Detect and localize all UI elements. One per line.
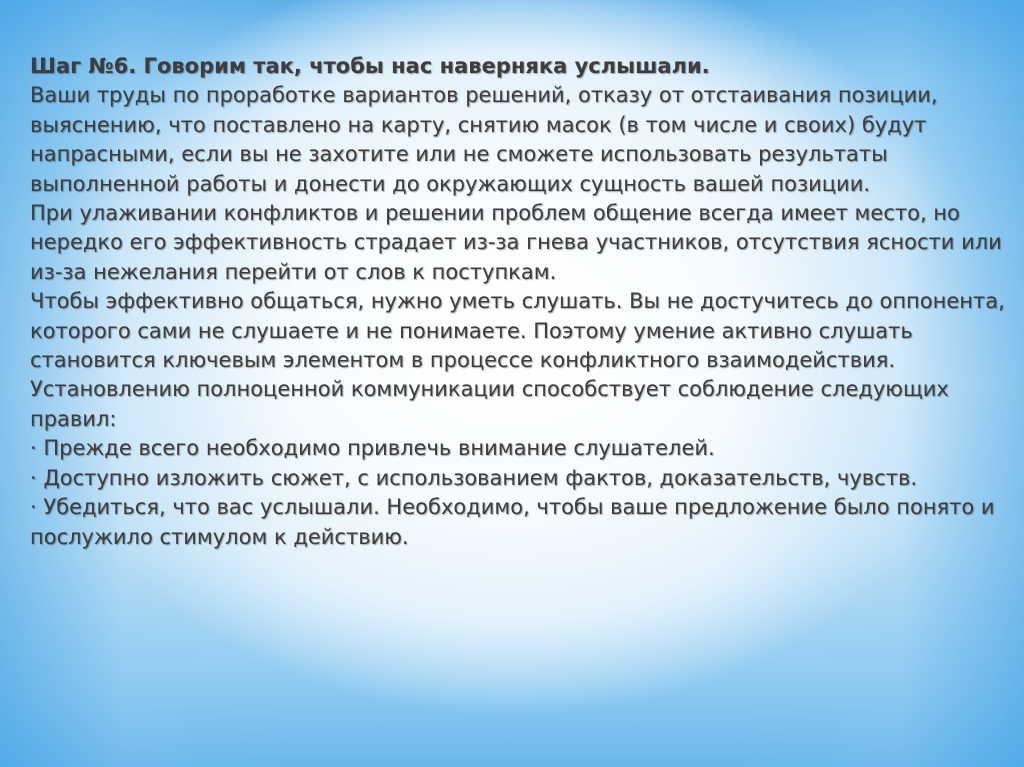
rule-item-understood: · Убедиться, что вас услышали. Необходимо, чтобы ваше предложение было понято и послужило стимулом к действию. <box>30 495 995 549</box>
rule-item-attention: · Прежде всего необходимо привлечь внимание слушателей. <box>30 436 715 461</box>
paragraph-proposals: Ваши труды по проработке вариантов решений, отказу от отстаивания позиции, выяснению, что поставлено на карту, снятию масок (в том числе и своих) будут напрасными, если вы не захотите или не сможете использовать результаты выполненной работы и донести до окружающих сущность вашей позиции. <box>30 83 938 196</box>
slide-text-block <box>30 52 1005 552</box>
paragraph-rules-intro: Установлению полноценной коммуникации способствует соблюдение следующих правил: <box>30 377 949 431</box>
paragraph-active-listening: Чтобы эффективно общаться, нужно уметь слушать. Вы не достучитесь до оппонента, которого сами не слушаете и не понимаете. Поэтому умение активно слушать становится ключевым элементом в процессе конфликтного взаимодействия. <box>30 289 1005 373</box>
paragraph-conflict-communication: При улаживании конфликтов и решении проблем общение всегда имеет место, но нередко его эффективность страдает из-за гнева участников, отсутствия ясности или из-за нежелания перейти от слов к поступкам. <box>30 201 1002 284</box>
rule-item-story: · Доступно изложить сюжет, с использованием фактов, доказательств, чувств. <box>30 465 918 490</box>
slide-heading: Шаг №6. Говорим так, чтобы нас наверняка услышали. <box>30 54 710 78</box>
